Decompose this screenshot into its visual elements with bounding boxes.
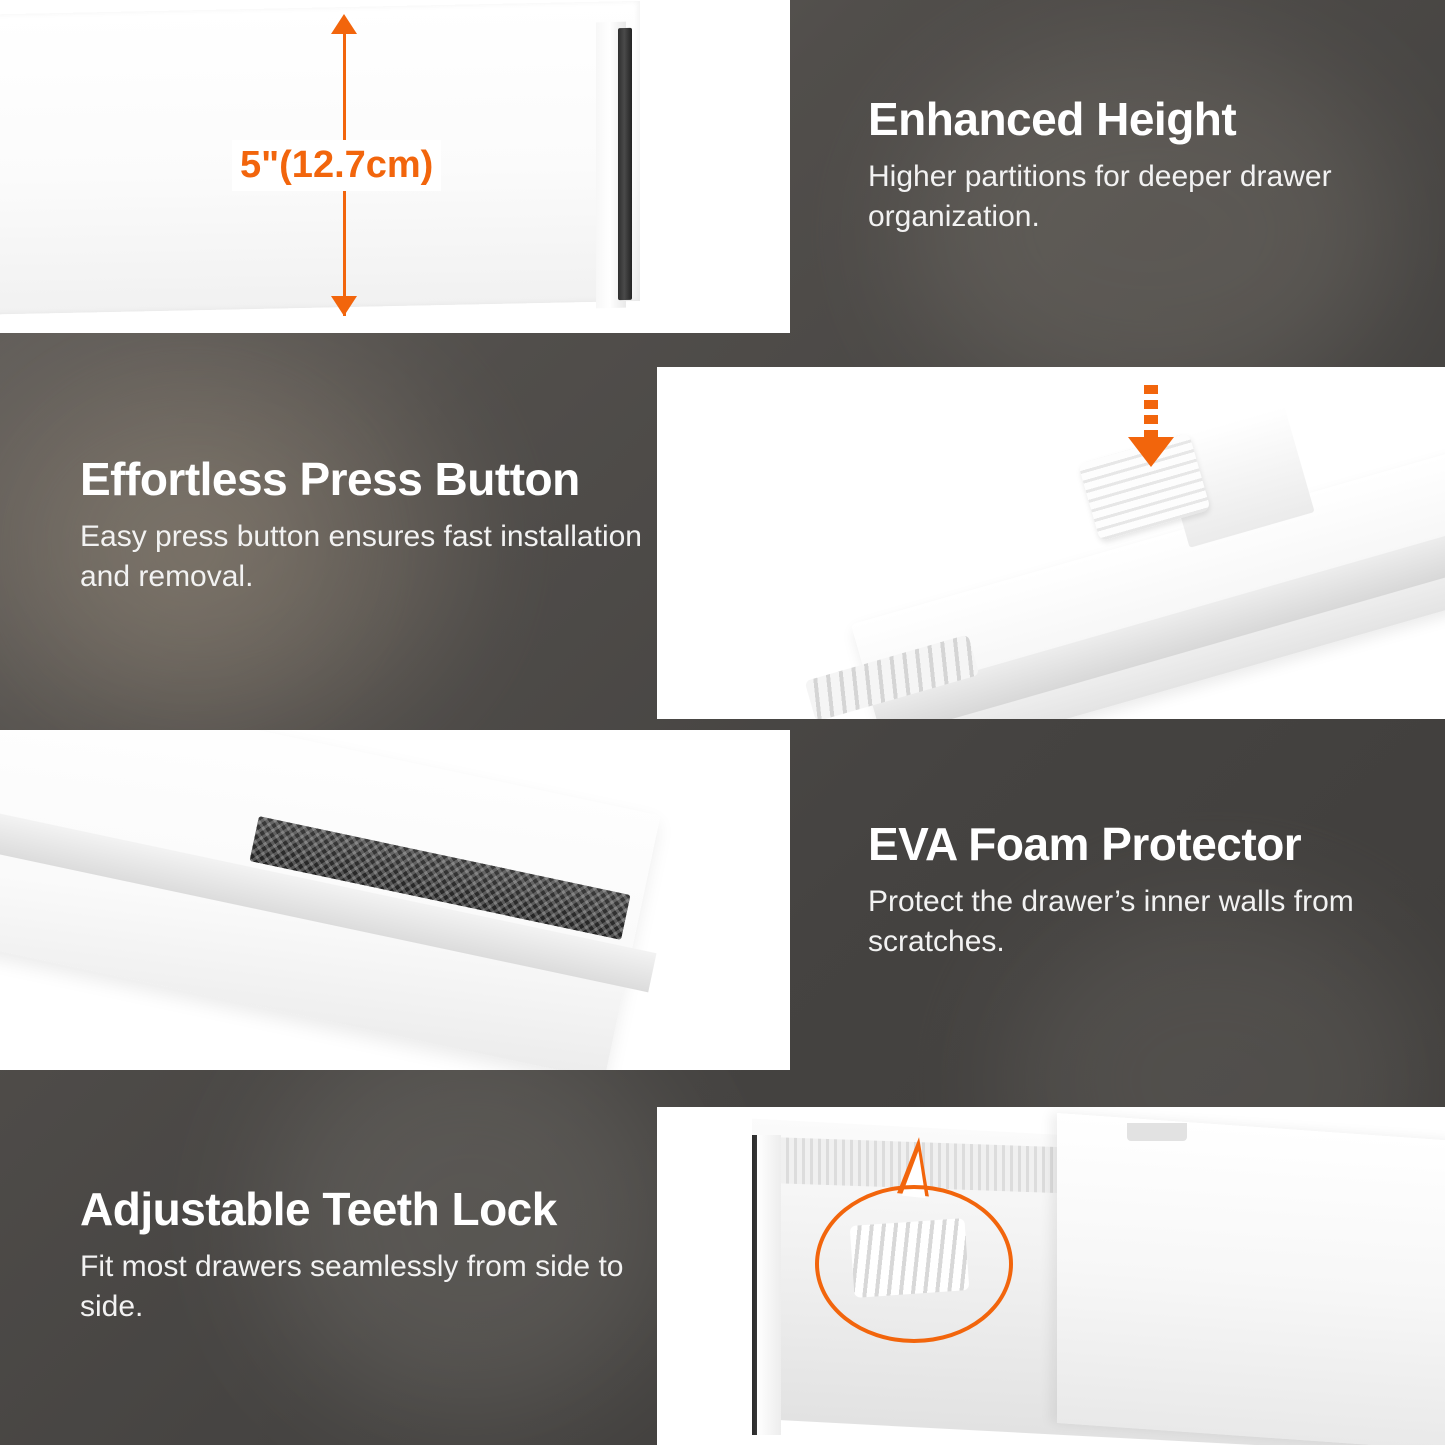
feature-body-press-button: Easy press button ensures fast installation and removal.	[80, 520, 642, 593]
feature-body-teeth-lock: Fit most drawers seamlessly from side to side.	[80, 1250, 624, 1323]
callout-circle-icon	[815, 1185, 1013, 1343]
press-arrow-shaft-icon	[1144, 385, 1158, 441]
text-block-teeth-lock	[80, 1185, 680, 1326]
feature-body-eva-foam: Protect the drawer’s inner walls from scratches.	[868, 885, 1354, 958]
partition-notch	[1127, 1123, 1187, 1141]
photo-panel-enhanced-height	[0, 0, 790, 333]
eva-foam-strip	[618, 28, 632, 300]
drawer-partition	[1057, 1113, 1445, 1445]
feature-title-enhanced-height: Enhanced Height	[868, 93, 1237, 145]
feature-body-enhanced-height: Higher partitions for deeper drawer organization.	[868, 160, 1332, 233]
feature-title-eva-foam: EVA Foam Protector	[868, 818, 1302, 870]
feature-title-press-button: Effortless Press Button	[80, 453, 580, 505]
height-dimension-label: 5"(12.7cm)	[232, 140, 441, 191]
left-rail	[757, 1135, 781, 1435]
photo-panel-eva-foam	[0, 730, 790, 1070]
press-arrow-head-icon	[1128, 437, 1174, 467]
photo-panel-press-button	[657, 367, 1445, 719]
text-block-enhanced-height	[868, 95, 1388, 236]
feature-title-teeth-lock: Adjustable Teeth Lock	[80, 1183, 557, 1235]
photo-panel-teeth-lock	[657, 1107, 1445, 1445]
arrow-down-icon	[331, 296, 357, 316]
text-block-eva-foam	[868, 820, 1408, 961]
text-block-press-button	[80, 455, 680, 596]
arrow-up-icon	[331, 14, 357, 34]
